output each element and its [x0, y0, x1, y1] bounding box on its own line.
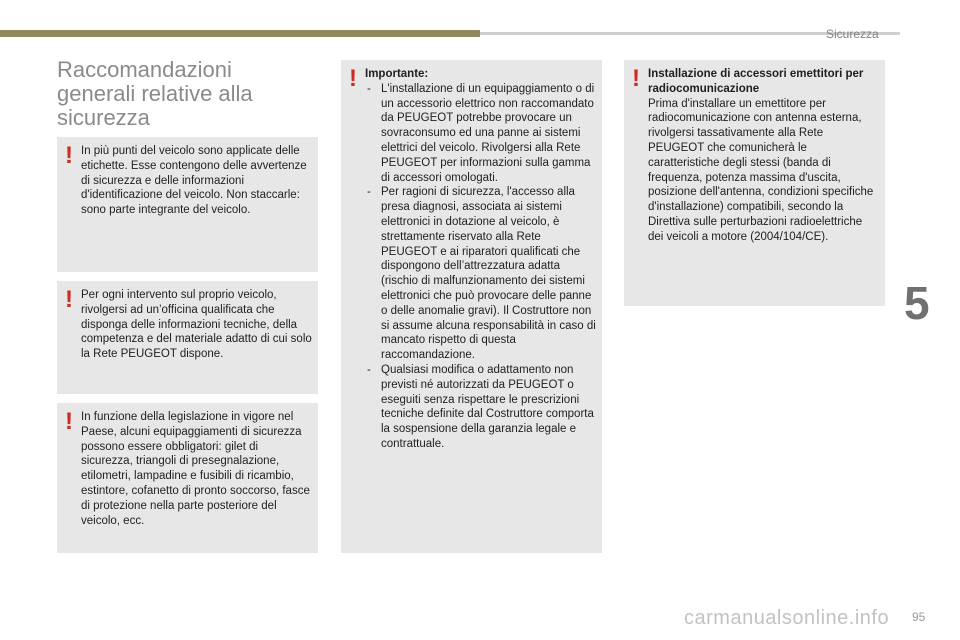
service-warning-box	[57, 281, 318, 394]
warning-icon: !	[349, 65, 357, 92]
list-item: - Per ragioni di sicurezza, l'accesso alla presa diagnosi, associata ai sistemi elettronici in dotazione al veicolo, è strettamente riservato alla Rete PEUGEOT e ai riparatori qualificati che dispongono dell’attrezzatura adatta (rischio di malfunzionamento dei sistemi elettronici che può provocare delle panne o delle anomalie gravi). Il Costruttore non si assume alcuna responsabilità in caso di mancato rispetto di questa raccomandazione.	[365, 185, 599, 363]
important-content	[365, 67, 599, 452]
page-title: Raccomandazioni generali relative alla sicurezza	[57, 57, 253, 130]
labels-warning-box	[57, 137, 318, 272]
page-number: 95	[912, 610, 926, 624]
labels-text: In più punti del veicolo sono applicate delle etichette. Esse contengono delle avvertenze di sicurezza e delle informazioni d'identificazione del veicolo. Non staccarle: sono parte integrante del veicolo.	[81, 145, 307, 217]
warning-icon: !	[632, 65, 640, 92]
service-text: Per ogni intervento sul proprio veicolo, rivolgersi ad un’officina qualificata che disponga delle informazioni tecniche, della competenza e del materiale adatto di cui solo la Rete PEUGEOT dispone.	[81, 289, 312, 361]
transmitters-warning-box	[624, 60, 885, 306]
header-accent-bar	[0, 30, 480, 37]
important-heading: Importante:	[365, 68, 429, 80]
important-list	[365, 82, 599, 452]
list-item: - Qualsiasi modifica o adattamento non previsti né autorizzati da PEUGEOT o eseguiti senza rispettare le prescrizioni tecniche definite dal Costruttore comporta la sospensione della garanzia legale e contrattuale.	[365, 363, 599, 452]
list-item: - L'installazione di un equipaggiamento o di un accessorio elettrico non raccomandato da PEUGEOT potrebbe provocare un sovraconsumo ed una panne ai sistemi elettrici del veicolo. Rivolgersi alla Rete PEUGEOT per informazioni sulla gamma di accessori omologati.	[365, 82, 599, 186]
legislation-warning-box	[57, 403, 318, 553]
warning-icon: !	[65, 408, 73, 435]
section-title: Sicurezza	[826, 27, 879, 41]
warning-icon: !	[65, 286, 73, 313]
important-warning-box	[341, 60, 602, 553]
legislation-text: In funzione della legislazione in vigore nel Paese, alcuni equipaggiamenti di sicurezza possono essere obbligatori: gilet di sicurezza, triangoli di presegnalazione, etilometri, lampadine e fusibili di ricambio, estintore, cofanetto di pronto soccorso, fasce di protezione nella parte posteriore del veicolo, ecc.	[81, 411, 310, 527]
warning-icon: !	[65, 142, 73, 169]
chapter-number: 5	[904, 277, 930, 329]
transmitters-heading: Installazione di accessori emettitori per radiocomunicazione	[648, 68, 864, 95]
transmitters-content	[648, 67, 878, 245]
footer-watermark: carmanualsonline.info	[684, 607, 890, 629]
transmitters-text: Prima d'installare un emettitore per radiocomunicazione con antenna esterna, rivolgersi tassativamente alla Rete PEUGEOT che comunicherà le caratteristiche degli stessi (banda di frequenza, potenza massima d'uscita, posizione dell'antenna, condizioni specifiche d'installazione) compatibili, secondo la Direttiva sulle perturbazioni radioelettriche dei veicoli a motore (2004/104/CE).	[648, 97, 874, 243]
